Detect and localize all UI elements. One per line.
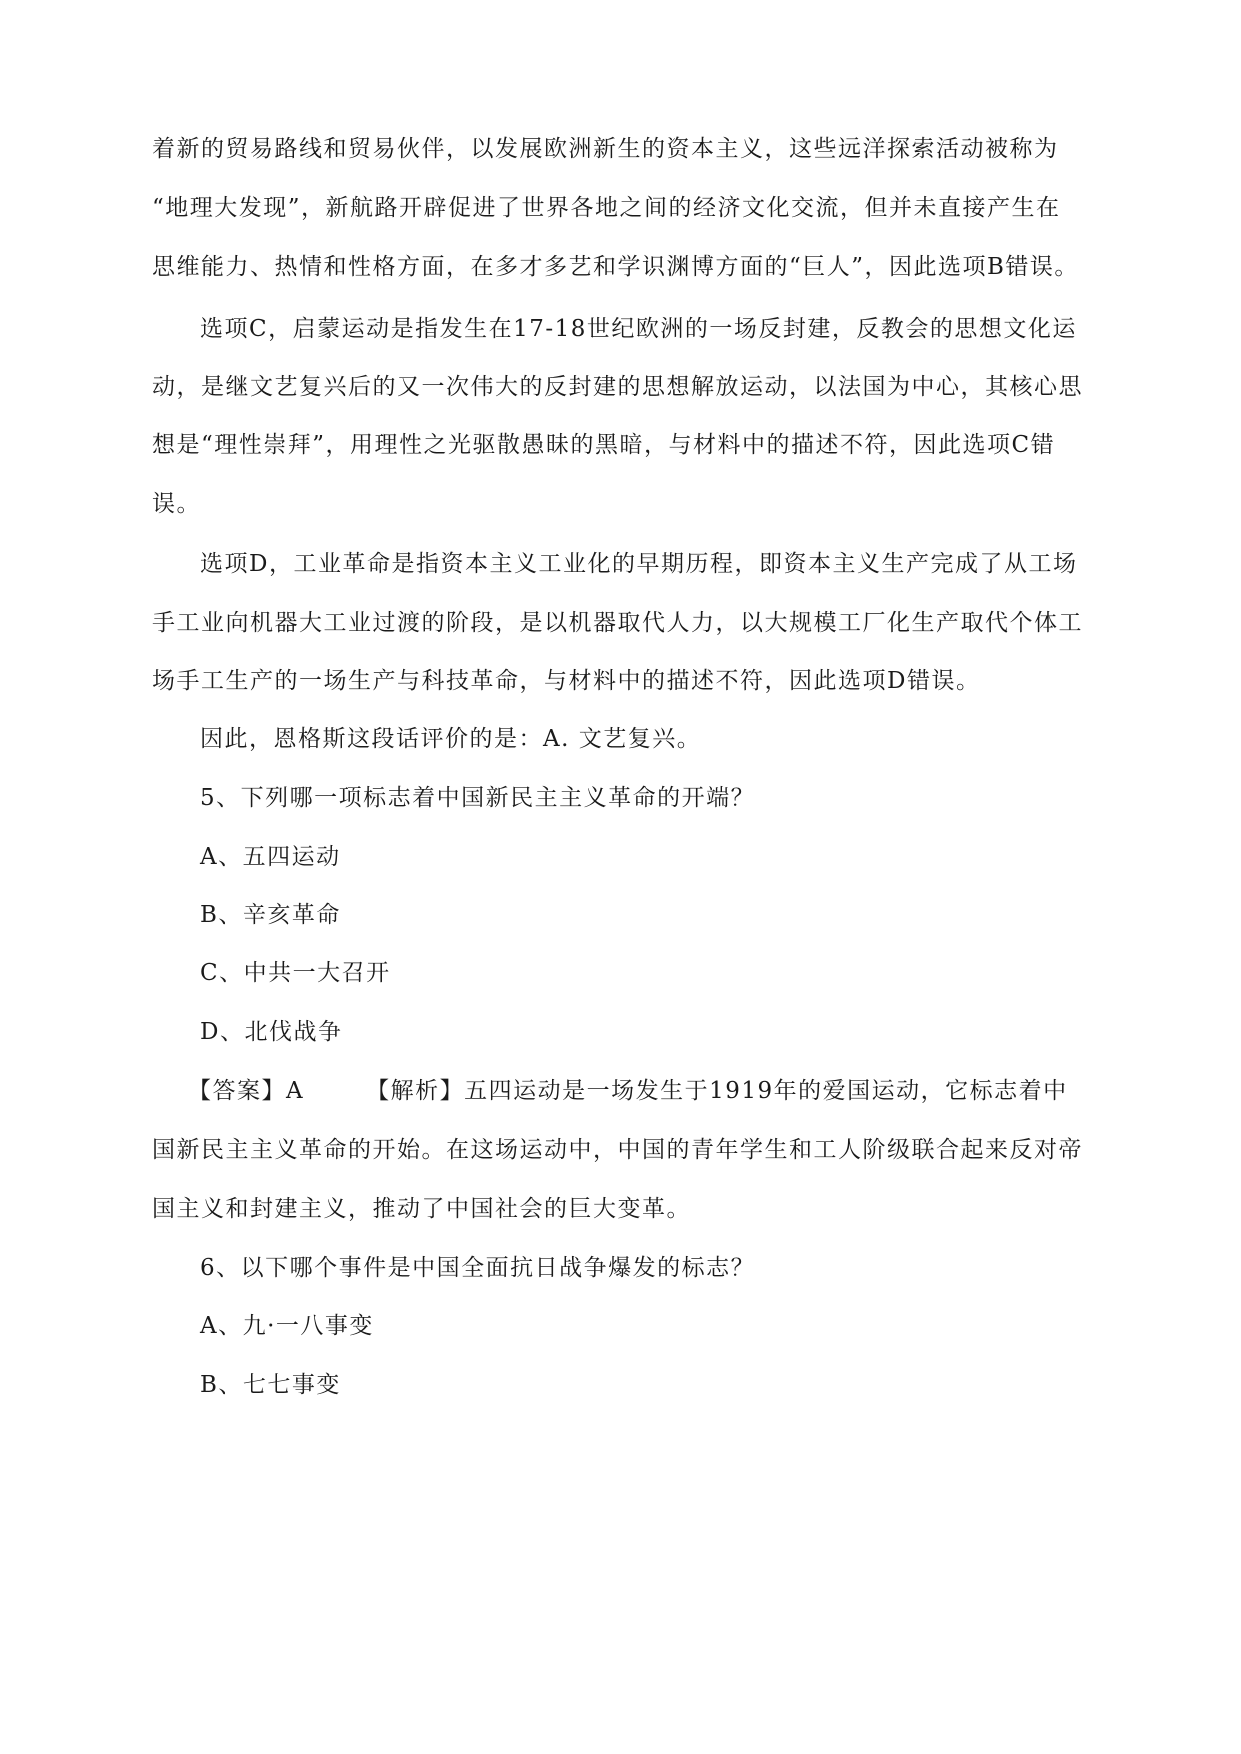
- paragraph-line: 想是“理性崇拜”，用理性之光驱散愚昧的黑暗，与材料中的描述不符，因此选项C错: [152, 432, 1056, 458]
- paragraph-line: 选项D，工业革命是指资本主义工业化的早期历程，即资本主义生产完成了从工场: [200, 551, 1078, 577]
- paragraph-line: 国主义和封建主义，推动了中国社会的巨大变革。: [152, 1196, 691, 1222]
- paragraph-line: 场手工生产的一场生产与科技革命，与材料中的描述不符，因此选项D错误。: [152, 668, 981, 694]
- option-a: A、九·一八事变: [200, 1313, 374, 1339]
- answer-line: 【答案】A 【解析】五四运动是一场发生于1919年的爱国运动，它标志着中: [188, 1078, 1068, 1104]
- question-5: 5、下列哪一项标志着中国新民主主义革命的开端？: [200, 785, 756, 811]
- paragraph-line: 误。: [152, 491, 201, 517]
- paragraph-line: 思维能力、热情和性格方面，在多才多艺和学识渊博方面的“巨人”，因此选项B错误。: [152, 254, 1079, 280]
- option-d: D、北伐战争: [200, 1019, 343, 1045]
- option-a: A、五四运动: [200, 844, 341, 870]
- paragraph-line: 选项C，启蒙运动是指发生在17-18世纪欧洲的一场反封建，反教会的思想文化运: [200, 316, 1077, 342]
- option-b: B、七七事变: [200, 1372, 341, 1398]
- question-6: 6、以下哪个事件是中国全面抗日战争爆发的标志？: [200, 1255, 756, 1281]
- paragraph-line: 国新民主主义革命的开始。在这场运动中，中国的青年学生和工人阶级联合起来反对帝: [152, 1137, 1083, 1163]
- conclusion-line: 因此，恩格斯这段话评价的是：A. 文艺复兴。: [200, 726, 702, 752]
- paragraph-line: 动，是继文艺复兴后的又一次伟大的反封建的思想解放运动，以法国为中心，其核心思: [152, 374, 1083, 400]
- paragraph-line: 手工业向机器大工业过渡的阶段，是以机器取代人力，以大规模工厂化生产取代个体工: [152, 610, 1083, 636]
- paragraph-line: “地理大发现”，新航路开辟促进了世界各地之间的经济文化交流，但并未直接产生在: [152, 195, 1061, 221]
- option-b: B、辛亥革命: [200, 902, 341, 928]
- option-c: C、中共一大召开: [200, 960, 391, 986]
- paragraph-line: 着新的贸易路线和贸易伙伴，以发展欧洲新生的资本主义，这些远洋探索活动被称为: [152, 136, 1059, 162]
